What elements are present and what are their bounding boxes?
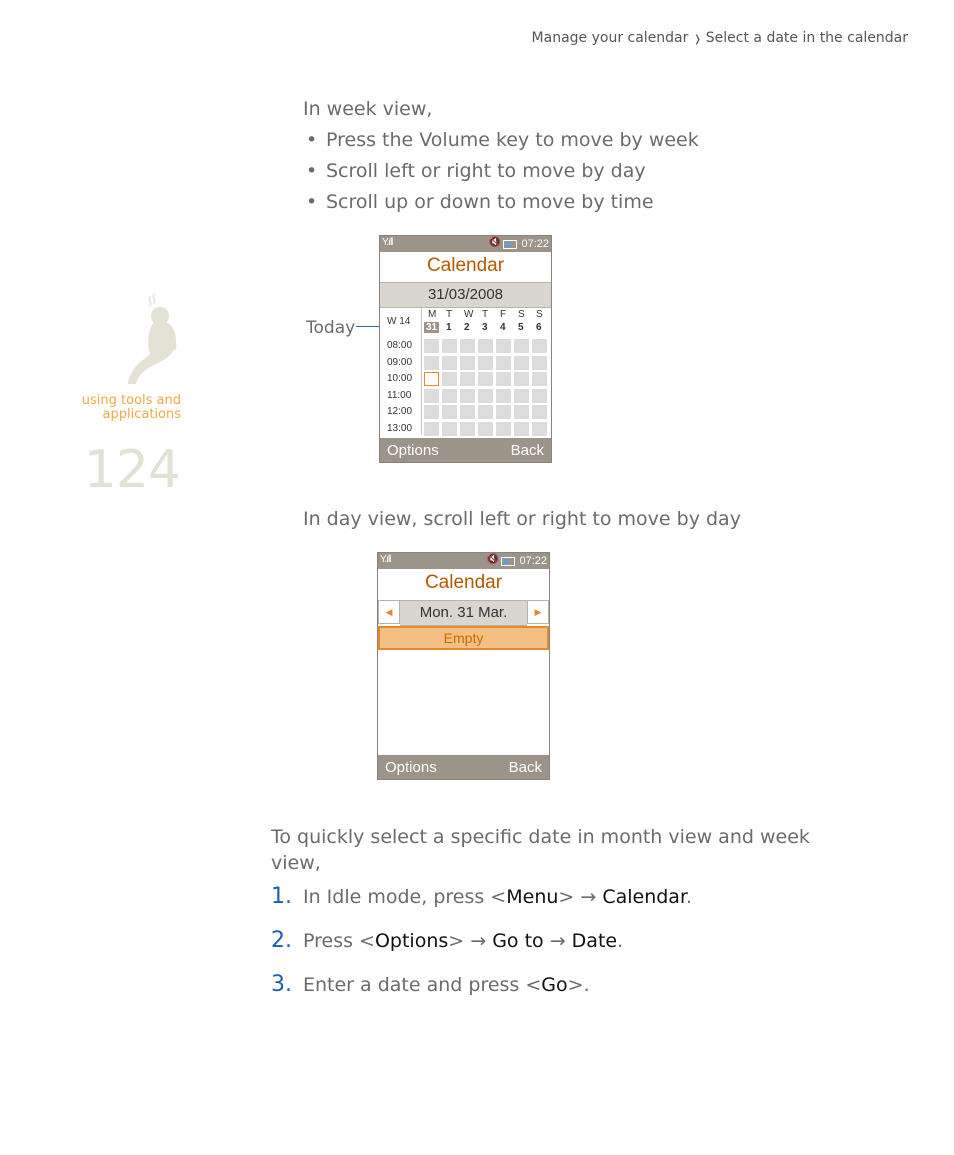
bullet-icon: •: [306, 160, 318, 182]
soft-key-bar: [380, 438, 551, 462]
bullet-icon: •: [306, 191, 318, 213]
page-number: 124: [83, 440, 180, 500]
time-cell[interactable]: [496, 339, 511, 353]
breadcrumb: [532, 30, 908, 46]
day-view-screen: [377, 552, 550, 780]
time-label: 08:00: [387, 340, 413, 351]
step-text: > →: [558, 886, 603, 908]
step-3: [271, 972, 590, 997]
time-cell[interactable]: [442, 372, 457, 386]
bullet-item: [306, 129, 699, 151]
week-view-intro: In week view,: [303, 98, 433, 120]
screen-title: Calendar: [424, 572, 503, 593]
options-key-label: Options: [374, 930, 449, 952]
mute-icon: 🔇: [486, 554, 499, 565]
time-cell[interactable]: [478, 372, 493, 386]
section-label-line: using tools and: [81, 393, 181, 408]
day-letter: S: [536, 309, 543, 320]
back-softkey[interactable]: Back: [508, 759, 542, 776]
day-letter: W: [464, 309, 474, 320]
time-cell[interactable]: [496, 405, 511, 419]
date-menu-label: Date: [571, 930, 618, 952]
day-number[interactable]: 4: [500, 322, 506, 333]
time-cell[interactable]: [532, 405, 547, 419]
time-cell[interactable]: [460, 389, 475, 403]
time-cell[interactable]: [424, 405, 439, 419]
time-cell[interactable]: [442, 422, 457, 436]
step-2: [271, 928, 623, 953]
calendar-menu-label: Calendar: [602, 886, 687, 908]
prev-day-arrow-icon[interactable]: ◀: [378, 600, 400, 624]
step-number: 1.: [271, 884, 292, 909]
week-number: W 14: [387, 316, 411, 327]
time-cell[interactable]: [514, 422, 529, 436]
step-text: In Idle mode, press <: [303, 886, 507, 908]
day-view-intro: In day view, scroll left or right to move by day: [303, 508, 741, 530]
section-label-line: applications: [102, 407, 181, 422]
section-label: [82, 394, 181, 422]
day-number[interactable]: 5: [518, 322, 524, 333]
intro-line: view,: [271, 852, 321, 874]
quick-select-intro: [271, 826, 810, 874]
time-cell[interactable]: [460, 405, 475, 419]
options-softkey[interactable]: Options: [387, 442, 439, 459]
time-cell[interactable]: [514, 405, 529, 419]
time-cell[interactable]: [532, 389, 547, 403]
empty-entry-row[interactable]: Empty: [378, 626, 549, 650]
time-cell[interactable]: [442, 339, 457, 353]
date-bar: 31/03/2008: [380, 282, 551, 308]
time-cell[interactable]: [496, 372, 511, 386]
battery-icon: [501, 557, 515, 566]
soft-key-bar: [378, 755, 549, 779]
signal-icon: Y.ıll: [380, 554, 391, 565]
status-bar: [380, 236, 551, 252]
time-cell[interactable]: [460, 339, 475, 353]
go-to-menu-label: Go to: [492, 930, 544, 952]
time-cell[interactable]: [532, 356, 547, 370]
options-softkey[interactable]: Options: [385, 759, 437, 776]
breadcrumb-chapter: Manage your calendar: [531, 30, 689, 46]
time-cell[interactable]: [460, 356, 475, 370]
status-time: 07:22: [521, 238, 549, 250]
day-number[interactable]: 2: [464, 322, 470, 333]
time-cell[interactable]: [424, 356, 439, 370]
breadcrumb-section: Select a date in the calendar: [705, 30, 908, 46]
breadcrumb-separator-icon: ❭: [693, 34, 702, 45]
time-cell[interactable]: [442, 405, 457, 419]
person-silhouette-icon: [120, 292, 184, 388]
status-time: 07:22: [519, 555, 547, 567]
time-cell[interactable]: [478, 422, 493, 436]
signal-icon: Y.ıll: [382, 237, 393, 248]
bullet-text: Press the Volume key to move by week: [326, 129, 699, 151]
time-cell[interactable]: [496, 356, 511, 370]
time-label: 11:00: [387, 389, 412, 401]
day-letter: M: [428, 309, 437, 320]
step-number: 3.: [271, 972, 292, 997]
divider: [421, 307, 422, 435]
step-text: .: [686, 886, 693, 908]
step-text: .: [617, 930, 624, 952]
week-view-screen: [379, 235, 552, 463]
time-cell[interactable]: [460, 422, 475, 436]
today-day-number[interactable]: 31: [426, 322, 438, 333]
time-cell[interactable]: [496, 422, 511, 436]
time-cell[interactable]: [514, 356, 529, 370]
bullet-item: [306, 191, 654, 213]
mute-icon: 🔇: [488, 237, 501, 248]
time-cell[interactable]: [514, 389, 529, 403]
battery-icon: [503, 240, 517, 249]
menu-key-label: Menu: [506, 886, 559, 908]
day-number[interactable]: 1: [446, 322, 452, 333]
time-label: 12:00: [387, 406, 413, 417]
bullet-text: Scroll left or right to move by day: [326, 160, 646, 182]
next-day-arrow-icon[interactable]: ▶: [527, 600, 549, 624]
intro-line: To quickly select a specific date in month view and week: [271, 826, 810, 848]
time-cell[interactable]: [532, 339, 547, 353]
time-cell[interactable]: [424, 339, 439, 353]
day-letter: F: [500, 309, 507, 320]
bullet-text: Scroll up or down to move by time: [326, 191, 654, 213]
time-cell[interactable]: [478, 405, 493, 419]
time-cell[interactable]: [460, 372, 475, 386]
time-label: 10:00: [387, 373, 413, 384]
time-cell[interactable]: [478, 356, 493, 370]
time-cell[interactable]: [496, 389, 511, 403]
step-text: →: [543, 930, 572, 952]
day-letter: T: [446, 309, 453, 320]
time-cell[interactable]: [532, 422, 547, 436]
day-number[interactable]: 6: [536, 322, 542, 333]
today-callout-label: Today: [306, 318, 356, 338]
day-number[interactable]: 3: [482, 322, 488, 333]
bullet-icon: •: [306, 129, 318, 151]
time-label: 13:00: [387, 422, 413, 434]
back-softkey[interactable]: Back: [510, 442, 544, 459]
step-number: 2.: [271, 928, 292, 953]
step-text: Press <: [303, 930, 375, 952]
time-cell[interactable]: [442, 356, 457, 370]
time-cell[interactable]: [442, 389, 457, 403]
time-cell[interactable]: [478, 389, 493, 403]
time-cell[interactable]: [514, 372, 529, 386]
time-label: 09:00: [387, 356, 413, 368]
time-cell[interactable]: [424, 389, 439, 403]
step-text: > →: [448, 930, 493, 952]
step-text: Enter a date and press <: [303, 974, 542, 996]
time-cell[interactable]: [514, 339, 529, 353]
selected-time-cell[interactable]: [424, 372, 439, 386]
time-cell[interactable]: [532, 372, 547, 386]
date-bar: Mon. 31 Mar.: [400, 600, 527, 626]
time-cell[interactable]: [478, 339, 493, 353]
day-letter: T: [482, 309, 489, 320]
time-cell[interactable]: [424, 422, 439, 436]
screen-title: Calendar: [426, 255, 505, 276]
status-bar: [378, 553, 549, 569]
step-text: >.: [567, 974, 590, 996]
bullet-item: [306, 160, 646, 182]
step-1: [271, 884, 692, 909]
day-letter: S: [518, 309, 525, 320]
go-key-label: Go: [541, 974, 568, 996]
